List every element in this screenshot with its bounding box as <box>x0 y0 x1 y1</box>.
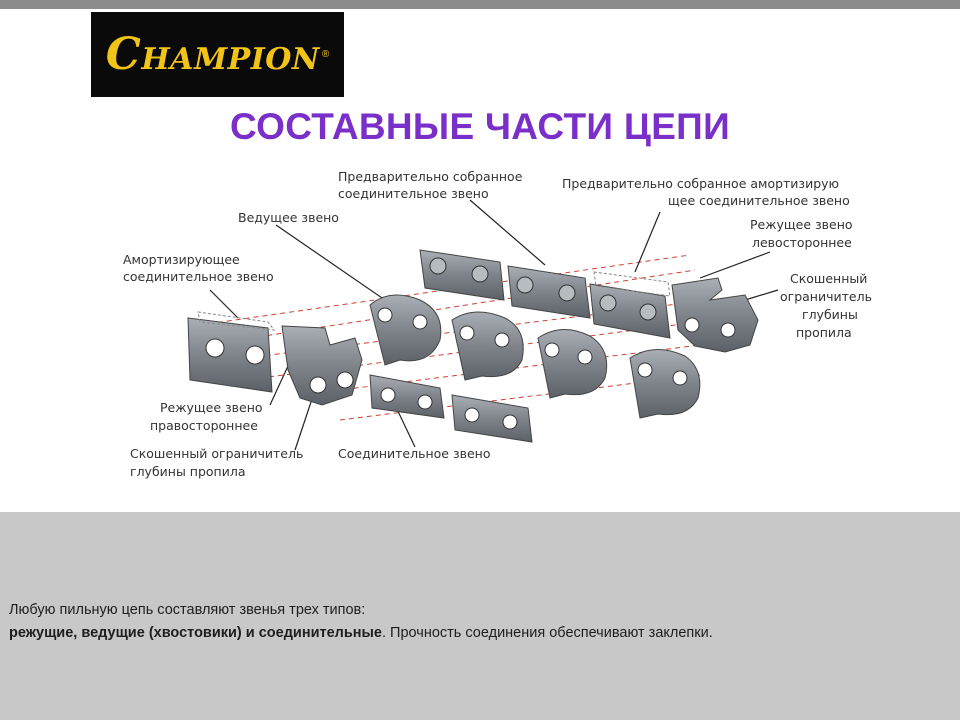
caption-line2 <box>9 622 949 645</box>
chain-diagram <box>0 160 960 510</box>
page-title: СОСТАВНЫЕ ЧАСТИ ЦЕПИ <box>230 106 730 147</box>
connecting-link-bottom-2 <box>452 395 532 442</box>
label-beveled-right-line2: ограничитель <box>780 289 872 304</box>
caption <box>9 599 949 645</box>
label-beveled-left-line2: глубины пропила <box>130 464 246 479</box>
cutter-left-link <box>672 278 758 352</box>
caption-rest: . Прочность соединения обеспечивают заклепки. <box>382 625 713 641</box>
caption-bold: режущие, ведущие (хвостовики) и соединительные <box>9 625 382 641</box>
label-preassembled-damping-line2: щее соединительное звено <box>668 193 850 208</box>
drive-link-1 <box>370 295 441 365</box>
label-cutter-right-line2: правостороннее <box>150 418 258 433</box>
label-beveled-right-line4: пропила <box>796 325 852 340</box>
label-preassembled-connecting-line2: соединительное звено <box>338 186 489 201</box>
label-damping-line2: соединительное звено <box>123 269 274 284</box>
drive-link-2 <box>452 312 523 380</box>
cutter-right-link <box>282 326 362 405</box>
label-cutter-right-line1: Режущее звено <box>160 400 263 415</box>
label-beveled-left-line1: Скошенный ограничитель <box>130 446 304 461</box>
registered-mark: ® <box>321 49 330 60</box>
top-bar <box>0 0 960 9</box>
label-preassembled-damping-line1: Предварительно собранное амортизирую <box>562 176 840 191</box>
damping-link-left <box>188 312 274 392</box>
preassembled-link-1 <box>420 250 504 300</box>
label-connecting-link: Соединительное звено <box>338 446 491 461</box>
champion-logo <box>91 12 344 97</box>
connecting-link-bottom-1 <box>370 375 444 418</box>
label-drive-link: Ведущее звено <box>238 210 339 225</box>
label-beveled-right-line1: Скошенный <box>790 271 868 286</box>
label-cutter-left-line2: левостороннее <box>752 235 852 250</box>
label-damping-line1: Амортизирующее <box>123 252 240 267</box>
logo-text: CHAMPION <box>105 29 320 80</box>
label-preassembled-connecting-line1: Предварительно собранное <box>338 169 523 184</box>
caption-line1: Любую пильную цепь составляют звенья трех типов: <box>9 602 366 618</box>
label-beveled-right-line3: глубины <box>802 307 858 322</box>
preassembled-damping-link <box>590 272 670 338</box>
preassembled-link-2 <box>508 266 590 318</box>
label-cutter-left-line1: Режущее звено <box>750 217 853 232</box>
drive-link-3 <box>538 329 607 398</box>
drive-link-4 <box>630 349 700 418</box>
